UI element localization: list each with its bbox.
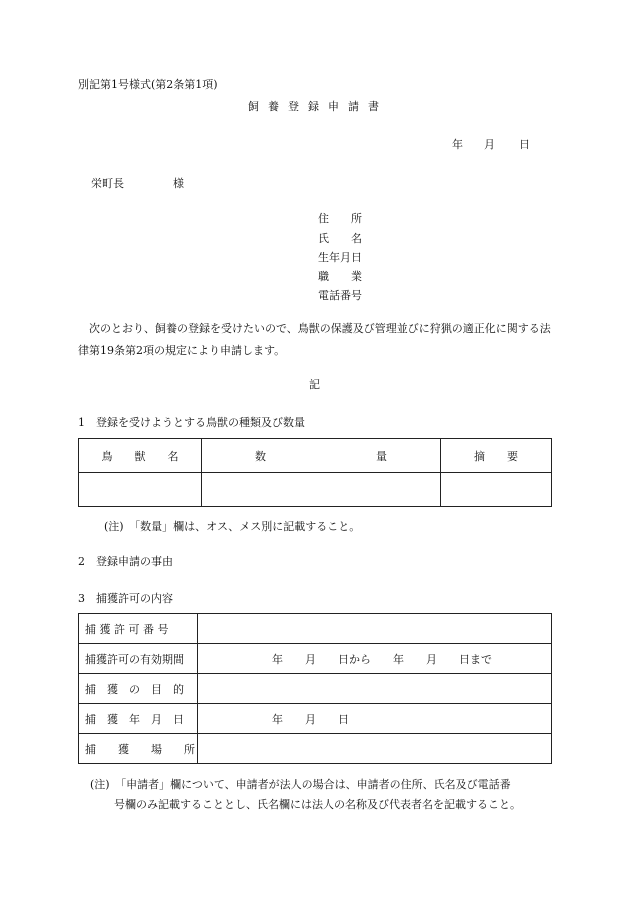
section2-heading: 2 登録申請の事由 — [78, 555, 173, 568]
form-reference: 別記第1号様式(第2条第1項) — [78, 78, 218, 91]
capture-purpose-label: 捕 獲 の 目 的 — [79, 674, 198, 704]
field-address: 住 所 — [318, 212, 362, 225]
section1-heading: 1 登録を受けようとする鳥獣の種類及び数量 — [78, 416, 305, 429]
validity-period-label: 捕獲許可の有効期間 — [79, 644, 198, 674]
permit-number-label: 捕 獲 許 可 番 号 — [79, 614, 198, 644]
table-row — [79, 734, 552, 764]
col-quantity: 数 量 — [202, 439, 441, 473]
table-row — [79, 473, 552, 507]
col-remarks: 摘 要 — [441, 439, 552, 473]
table-row — [79, 614, 552, 644]
date-day: 日 — [519, 138, 530, 151]
field-phone: 電話番号 — [318, 289, 362, 302]
addressee-name: 栄町長 — [91, 177, 124, 190]
body-paragraph: 次のとおり、飼養の登録を受けたいので、鳥獣の保護及び管理並びに狩猟の適正化に関する法律第19条第2項の規定により申請します。 — [78, 322, 551, 357]
document-title: 飼養登録申請書 — [248, 100, 388, 113]
validity-period-value[interactable]: 年 月 日から 年 月 日まで — [198, 644, 552, 674]
col-species: 鳥 獣 名 — [79, 439, 202, 473]
capture-purpose-value[interactable] — [198, 674, 552, 704]
capture-location-label: 捕 獲 場 所 — [79, 734, 198, 764]
capture-date-value[interactable]: 年 月 日 — [198, 704, 552, 734]
final-note-line2: 号欄のみ記載することとし、氏名欄には法人の名称及び代表者名を記載すること。 — [114, 798, 521, 811]
cell-quantity[interactable] — [202, 473, 441, 507]
cell-remarks[interactable] — [441, 473, 552, 507]
capture-date-label: 捕 獲 年 月 日 — [79, 704, 198, 734]
table-row — [79, 704, 552, 734]
table-row — [79, 674, 552, 704]
field-occupation: 職 業 — [318, 270, 362, 283]
field-birthdate: 生年月日 — [318, 251, 362, 264]
date-month: 月 — [484, 138, 495, 151]
capture-permit-table — [78, 613, 552, 764]
quantity-note: (注) 「数量」欄は、オス、メス別に記載すること。 — [104, 520, 361, 533]
final-note-line1: (注) 「申請者」欄について、申請者が法人の場合は、申請者の住所、氏名及び電話番 — [90, 778, 511, 791]
capture-location-value[interactable] — [198, 734, 552, 764]
species-table — [78, 438, 552, 507]
field-name: 氏 名 — [318, 232, 362, 245]
table-row — [79, 644, 552, 674]
cell-species[interactable] — [79, 473, 202, 507]
date-year: 年 — [452, 138, 463, 151]
section3-heading: 3 捕獲許可の内容 — [78, 592, 173, 605]
table-row — [79, 439, 552, 473]
ki-heading: 記 — [309, 378, 320, 391]
permit-number-value[interactable] — [198, 614, 552, 644]
addressee-honorific: 様 — [173, 177, 184, 190]
